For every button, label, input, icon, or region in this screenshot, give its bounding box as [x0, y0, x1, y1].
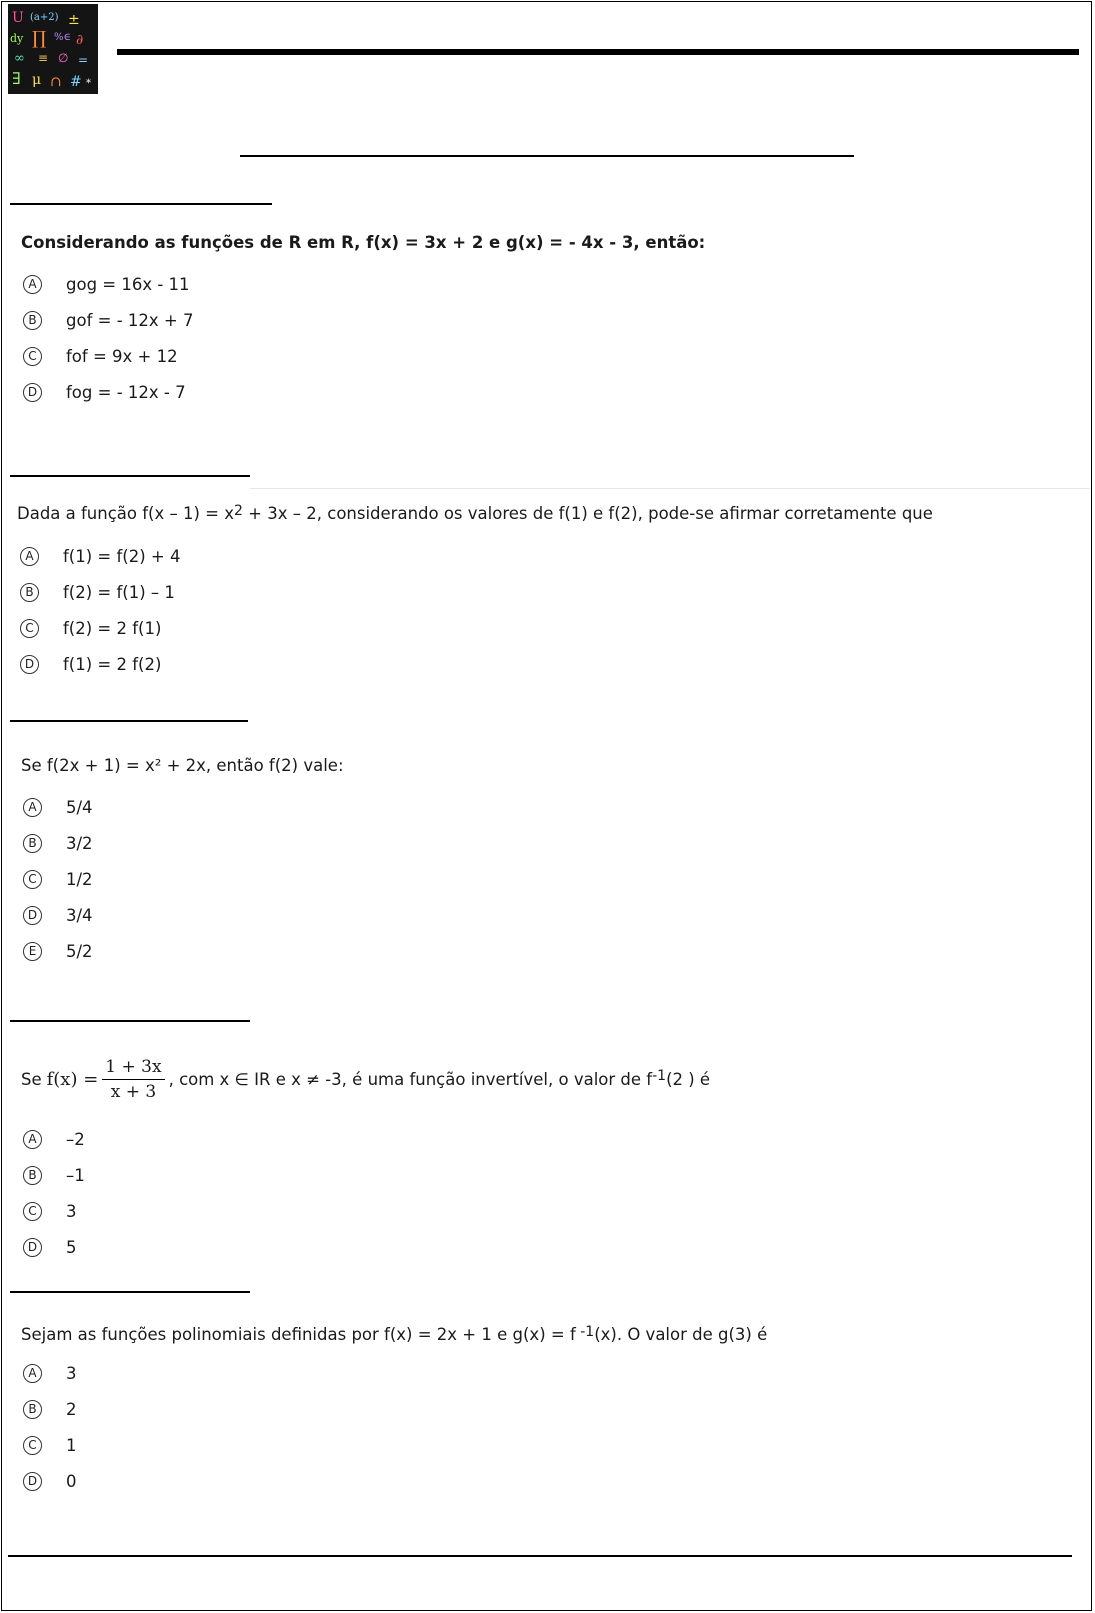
formula-fraction: [102, 1057, 164, 1102]
option-letter: D: [23, 906, 42, 925]
math-symbols-logo: [8, 4, 98, 94]
svg-text:=: =: [78, 53, 89, 67]
option-letter: C: [23, 1436, 42, 1455]
question-3-rule: [10, 720, 248, 722]
option-b[interactable]: [23, 1162, 85, 1188]
option-letter: A: [23, 1130, 42, 1149]
formula-lhs: f(x) =: [46, 1069, 99, 1090]
option-c[interactable]: [23, 1432, 77, 1458]
svg-text:∩: ∩: [50, 74, 62, 90]
option-b[interactable]: [20, 579, 175, 605]
option-c[interactable]: [23, 343, 178, 369]
option-text: fog = - 12x - 7: [66, 382, 186, 402]
option-d[interactable]: [23, 1468, 77, 1494]
option-text: 3/4: [66, 905, 93, 925]
option-letter: E: [23, 942, 42, 961]
option-c[interactable]: [23, 866, 93, 892]
question-1-rule: [10, 203, 272, 205]
question-4-stem: [21, 1057, 710, 1102]
question-2-stem: [17, 504, 933, 523]
svg-text:∃: ∃: [12, 69, 21, 88]
question-3-stem: Se f(2x + 1) = x² + 2x, então f(2) vale:: [21, 756, 344, 775]
title-rule: [240, 155, 854, 157]
option-text: –2: [66, 1129, 85, 1149]
option-text: f(2) = 2 f(1): [63, 618, 162, 638]
svg-text:*: *: [86, 78, 91, 89]
exponent: -1: [652, 1067, 667, 1084]
question-5-stem: [21, 1325, 767, 1344]
option-a[interactable]: [23, 794, 93, 820]
question-5-rule: [10, 1291, 250, 1293]
svg-text:∏: ∏: [32, 28, 47, 49]
svg-text:±: ±: [68, 12, 80, 28]
option-b[interactable]: [23, 1396, 77, 1422]
footer-rule: [8, 1555, 1072, 1557]
option-d[interactable]: [20, 651, 161, 677]
option-b[interactable]: [23, 830, 93, 856]
option-text: gof = - 12x + 7: [66, 310, 194, 330]
stem-text: + 3x – 2, considerando os valores de f(1) e f(2), pode-se afirmar corretamente que: [242, 504, 933, 523]
question-2-rule: [10, 475, 250, 477]
option-letter: D: [23, 1472, 42, 1491]
svg-text:dy: dy: [10, 32, 24, 45]
option-c[interactable]: [23, 1198, 77, 1224]
option-a[interactable]: [23, 1126, 85, 1152]
stem-text: (x). O valor de g(3) é: [594, 1325, 768, 1344]
option-text: f(1) = 2 f(2): [63, 654, 162, 674]
header-rule: [117, 49, 1079, 55]
option-text: 1/2: [66, 869, 93, 889]
svg-text:∂: ∂: [76, 32, 84, 48]
stem-text: Se: [21, 1070, 42, 1089]
question-4-rule: [10, 1020, 250, 1022]
svg-text:≡: ≡: [38, 51, 49, 65]
option-c[interactable]: [20, 615, 161, 641]
exponent: -1: [575, 1324, 595, 1340]
stem-text: (2 ) é: [666, 1070, 711, 1089]
option-letter: C: [23, 1202, 42, 1221]
option-d[interactable]: [23, 1234, 77, 1260]
svg-text:U: U: [12, 10, 24, 26]
option-letter: A: [20, 547, 39, 566]
option-a[interactable]: [20, 543, 181, 569]
option-letter: C: [23, 870, 42, 889]
svg-text:#: #: [70, 74, 82, 90]
option-a[interactable]: [23, 271, 190, 297]
option-letter: B: [23, 1400, 42, 1419]
question-1-stem: Considerando as funções de R em R, f(x) = 3x + 2 e g(x) = - 4x - 3, então:: [21, 233, 706, 252]
option-text: 5/2: [66, 941, 93, 961]
option-text: 5: [66, 1237, 77, 1257]
option-letter: D: [20, 655, 39, 674]
option-text: 3: [66, 1201, 77, 1221]
svg-text:∅: ∅: [58, 51, 69, 65]
stem-text: , com x ∈ IR e x ≠ -3, é uma função invertível, o valor de f: [168, 1070, 653, 1089]
option-text: 3/2: [66, 833, 93, 853]
option-d[interactable]: [23, 902, 93, 928]
svg-text:(a+2): (a+2): [30, 12, 59, 23]
faint-divider: [250, 488, 1090, 489]
stem-text: Dada a função f(x – 1) = x: [17, 504, 235, 523]
exponent: 2: [234, 503, 243, 519]
option-letter: D: [23, 1238, 42, 1257]
option-letter: B: [23, 834, 42, 853]
option-text: 2: [66, 1399, 77, 1419]
svg-text:%∈: %∈: [54, 32, 71, 43]
option-text: 3: [66, 1363, 77, 1383]
option-letter: B: [20, 583, 39, 602]
option-text: –1: [66, 1165, 85, 1185]
option-text: f(1) = f(2) + 4: [63, 546, 181, 566]
option-letter: A: [23, 275, 42, 294]
option-text: 5/4: [66, 797, 93, 817]
option-letter: B: [23, 1166, 42, 1185]
option-letter: C: [20, 619, 39, 638]
option-letter: C: [23, 347, 42, 366]
option-d[interactable]: [23, 379, 186, 405]
option-letter: D: [23, 383, 42, 402]
svg-text:μ: μ: [32, 72, 42, 88]
option-letter: A: [23, 798, 42, 817]
option-letter: B: [23, 311, 42, 330]
svg-text:∞: ∞: [14, 51, 25, 66]
option-a[interactable]: [23, 1360, 77, 1386]
fraction-denominator: x + 3: [110, 1082, 157, 1102]
option-text: f(2) = f(1) – 1: [63, 582, 175, 602]
fraction-numerator: 1 + 3x: [102, 1057, 164, 1080]
option-text: gog = 16x - 11: [66, 274, 190, 294]
option-text: 0: [66, 1471, 77, 1491]
stem-text: Sejam as funções polinomiais definidas por f(x) = 2x + 1 e g(x) = f: [21, 1325, 576, 1344]
option-b[interactable]: [23, 307, 193, 333]
option-e[interactable]: [23, 938, 93, 964]
option-text: fof = 9x + 12: [66, 346, 178, 366]
option-letter: A: [23, 1364, 42, 1383]
option-text: 1: [66, 1435, 77, 1455]
